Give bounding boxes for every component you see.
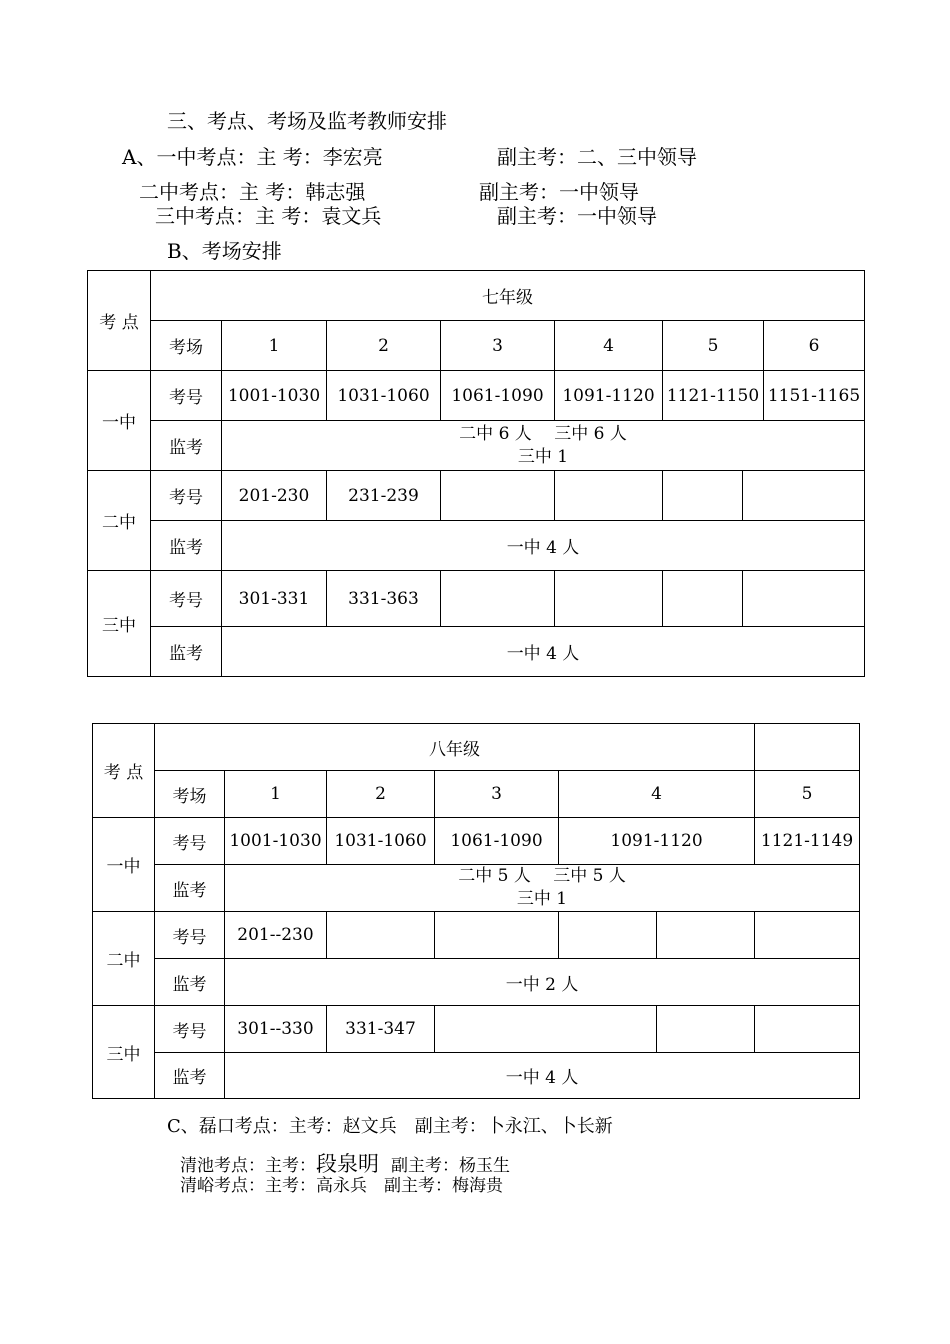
school-sanzhong: 三中 — [93, 1006, 155, 1099]
school-erzhong: 二中 — [93, 912, 155, 1006]
proctor-assignment: 一中 4 人 — [222, 521, 865, 571]
qingchi-chief: 段泉明 — [316, 1152, 379, 1176]
site-a-chief: A、一中考点：主 考：李宏亮 — [122, 145, 383, 169]
proctor-label: 监考 — [155, 1053, 225, 1099]
proctor-line-1: 二中 6 人 三中 6 人 — [459, 423, 627, 444]
num-range: 1061-1090 — [441, 371, 555, 421]
grade7-table — [87, 270, 865, 677]
num-range: 1001-1030 — [225, 818, 327, 865]
empty-cell — [555, 571, 663, 627]
proctor-line-1: 二中 5 人 三中 5 人 — [458, 866, 626, 886]
num-range: 1061-1090 — [435, 818, 559, 865]
empty-cell — [755, 912, 860, 959]
num-range: 1121-1150 — [663, 371, 764, 421]
num-label: 考号 — [151, 571, 222, 627]
num-range: 201--230 — [225, 912, 327, 959]
room-3: 3 — [441, 321, 555, 371]
proctor-label: 监考 — [155, 959, 225, 1006]
room-5: 5 — [755, 771, 860, 818]
num-label: 考号 — [151, 471, 222, 521]
num-range: 1091-1120 — [559, 818, 755, 865]
room-1: 1 — [225, 771, 327, 818]
room-2: 2 — [327, 771, 435, 818]
proctor-assignment — [222, 421, 865, 471]
grade-title: 七年级 — [151, 271, 865, 321]
empty-cell — [441, 571, 555, 627]
num-range: 1001-1030 — [222, 371, 327, 421]
room-label: 考场 — [155, 771, 225, 818]
room-6: 6 — [764, 321, 865, 371]
room-2: 2 — [327, 321, 441, 371]
empty-cell — [663, 571, 743, 627]
section-heading: 三、考点、考场及监考教师安排 — [167, 109, 447, 133]
num-label: 考号 — [155, 912, 225, 959]
num-range: 331-347 — [327, 1006, 435, 1053]
num-range: 1031-1060 — [327, 371, 441, 421]
proctor-line-2: 三中 1 — [516, 889, 568, 909]
empty-cell — [657, 912, 755, 959]
num-range: 1151-1165 — [764, 371, 865, 421]
num-range: 331-363 — [327, 571, 441, 627]
empty-cell — [755, 1006, 860, 1053]
empty-cell — [559, 912, 657, 959]
school-yizhong: 一中 — [93, 818, 155, 912]
empty-cell — [743, 571, 865, 627]
num-range: 1121-1149 — [755, 818, 860, 865]
proctor-label: 监考 — [151, 627, 222, 677]
proctor-assignment: 一中 4 人 — [225, 1053, 860, 1099]
site-2-vice: 副主考：一中领导 — [479, 180, 639, 204]
c-line: C、磊口考点：主考：赵文兵 副主考：卜永江、卜长新 — [167, 1116, 613, 1137]
empty-cell — [435, 1006, 657, 1053]
school-sanzhong: 三中 — [88, 571, 151, 677]
num-range: 1031-1060 — [327, 818, 435, 865]
empty-cell — [435, 912, 559, 959]
site-3-chief: 三中考点：主 考：袁文兵 — [155, 204, 382, 228]
proctor-assignment: 一中 4 人 — [222, 627, 865, 677]
grade-title: 八年级 — [155, 724, 755, 771]
proctor-line-2: 三中 1 — [517, 446, 569, 467]
proctor-label: 监考 — [151, 521, 222, 571]
qingchi-vice: 副主考：杨玉生 — [391, 1156, 510, 1176]
site-3-vice: 副主考：一中领导 — [497, 204, 657, 228]
proctor-label: 监考 — [151, 421, 222, 471]
proctor-assignment — [225, 865, 860, 912]
empty-cell — [663, 471, 743, 521]
room-4: 4 — [559, 771, 755, 818]
grade8-table — [92, 723, 860, 1099]
b-heading: B、考场安排 — [167, 239, 282, 263]
proctor-label: 监考 — [155, 865, 225, 912]
school-yizhong: 一中 — [88, 371, 151, 471]
site-2-chief: 二中考点：主 考：韩志强 — [139, 180, 366, 204]
school-erzhong: 二中 — [88, 471, 151, 571]
site-a-vice: 副主考：二、三中领导 — [497, 145, 697, 169]
site-header: 考 点 — [93, 724, 155, 818]
empty-cell — [441, 471, 555, 521]
room-4: 4 — [555, 321, 663, 371]
room-5: 5 — [663, 321, 764, 371]
qingchi-prefix: 清池考点：主考： — [180, 1156, 316, 1176]
num-label: 考号 — [155, 818, 225, 865]
empty-cell — [755, 724, 860, 771]
proctor-assignment: 一中 2 人 — [225, 959, 860, 1006]
empty-cell — [327, 912, 435, 959]
empty-cell — [657, 1006, 755, 1053]
room-3: 3 — [435, 771, 559, 818]
empty-cell — [743, 471, 865, 521]
num-range: 1091-1120 — [555, 371, 663, 421]
num-label: 考号 — [155, 1006, 225, 1053]
site-header: 考 点 — [88, 271, 151, 371]
num-range: 201-230 — [222, 471, 327, 521]
empty-cell — [555, 471, 663, 521]
num-label: 考号 — [151, 371, 222, 421]
qingyu-line: 清峪考点：主考：高永兵 副主考：梅海贵 — [180, 1176, 503, 1196]
num-range: 231-239 — [327, 471, 441, 521]
num-range: 301-331 — [222, 571, 327, 627]
room-1: 1 — [222, 321, 327, 371]
room-label: 考场 — [151, 321, 222, 371]
num-range: 301--330 — [225, 1006, 327, 1053]
